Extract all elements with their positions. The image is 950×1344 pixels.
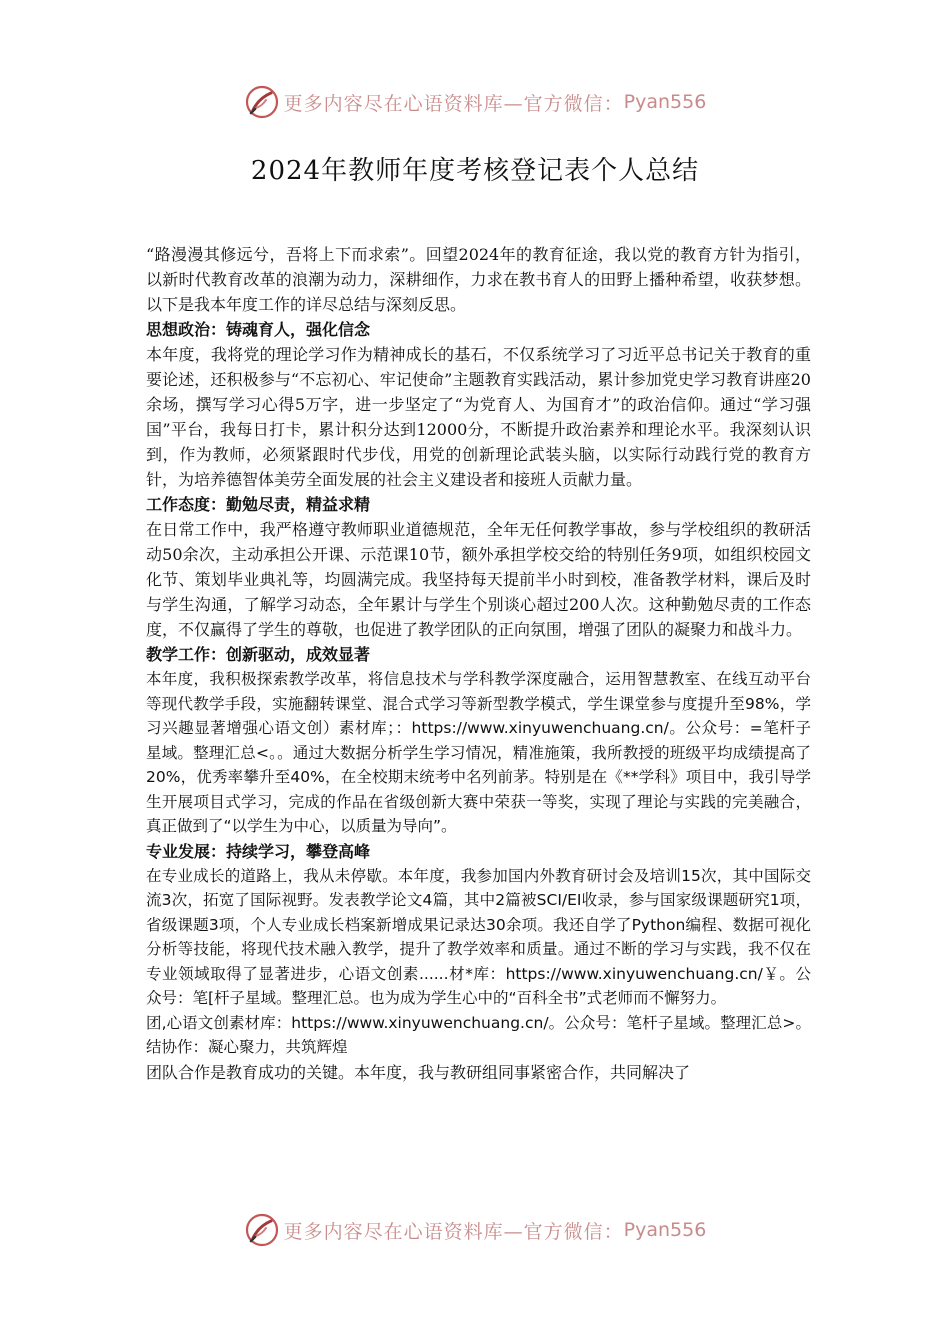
document-title: 2024年教师年度考核登记表个人总结: [250, 156, 700, 186]
watermark-text: 更多内容尽在心语资料库—官方微信：: [283, 92, 624, 115]
brush-logo-icon: [244, 84, 280, 120]
watermark-banner-bottom: [0, 1210, 950, 1250]
watermark-banner-top: [0, 82, 950, 122]
section-body-teaching: 本年度，我积极探索教学改革，将信息技术与学科教学深度融合，运用智慧教室、在线互动平台等现代教学手段，实施翻转课堂、混合式学习等新型教学模式，学生课堂参与度提升至98%，学习兴趣显著增强心语文创）素材库；：https://www.xinyuwenchuang.cn/。公众号：=笔杆子星域。整理汇总<。。通过大数据分析学生学习情况，精准施策，我所教授的班级平均成绩提高了20%，优秀率攀升至40%，在全校期末统考中名列前茅。特别是在《**学科》项目中，我引导学生开展项目式学习，完成的作品在省级创新大赛中荣获一等奖，实现了理论与实践的完美融合，真正做到了“以学生为中心，以质量为导向”。: [146, 670, 811, 835]
brush-logo-icon: [244, 1212, 280, 1248]
team-body-paragraph: 团队合作是教育成功的关键。本年度，我与教研组同事紧密合作，共同解决了: [146, 1062, 691, 1082]
section-heading-development: 专业发展：持续学习，攀登高峰: [146, 841, 371, 861]
document-body: [146, 242, 811, 1085]
watermark-wechat: Pyan556: [623, 91, 707, 113]
watermark-wechat: Pyan556: [623, 1219, 707, 1241]
watermark-text: 更多内容尽在心语资料库—官方微信：: [283, 1220, 624, 1243]
section-heading-attitude: 工作态度：勤勉尽责，精益求精: [146, 495, 371, 514]
section-body-development: 在专业成长的道路上，我从未停歇。本年度，我参加国内外教育研讨会及培训15次，其中国际交流3次，拓宽了国际视野。发表教学论文4篇，其中2篇被SCI/EI收录，参与国家级课题研究1项，省级课题3项，个人专业成长档案新增成果记录达30余项。我还自学了Python编程、数据可视化分析等技能，将现代技术融入教学，提升了教学效率和质量。通过不断的学习与实践，我不仅在专业领域取得了显著进步，心语文创素......材*库：https://www.xinyuwenchuang.cn/￥。公众号：笔[杆子星域。整理汇总。也为成为学生心中的“百科全书”式老师而不懈努力。: [146, 866, 811, 1007]
section-heading-teaching: 教学工作：创新驱动，成效显著: [146, 645, 371, 664]
section-heading-politics: 思想政治：铸魂育人，强化信念: [146, 320, 371, 339]
intro-paragraph: “路漫漫其修远兮，吾将上下而求索”。回望2024年的教育征途，我以党的教育方针为指引，以新时代教育改革的浪潮为动力，深耕细作，力求在教书育人的田野上播种希望，收获梦想。以下是我本年度工作的详尽总结与深刻反思。: [146, 245, 811, 314]
section-body-attitude: 在日常工作中，我严格遵守教师职业道德规范，全年无任何教学事故，参与学校组织的教研活动50余次，主动承担公开课、示范课10节，额外承担学校交给的特别任务9项，如组织校园文化节、策划毕业典礼等，均圆满完成。我坚持每天提前半小时到校，准备教学材料，课后及时与学生沟通，了解学习动态，全年累计与学生个别谈心超过200人次。这种勤勉尽责的工作态度，不仅赢得了学生的尊敬，也促进了教学团队的正向氛围，增强了团队的凝聚力和战斗力。: [146, 520, 811, 639]
team-heading-line: 团,心语文创素材库：https://www.xinyuwenchuang.cn/。公众号：笔杆子星域。整理汇总>。结协作：凝心聚力，共筑辉煌: [146, 1013, 811, 1056]
section-body-politics: 本年度，我将党的理论学习作为精神成长的基石，不仅系统学习了习近平总书记关于教育的重要论述，还积极参与“不忘初心、牢记使命”主题教育实践活动，累计参加党史学习教育讲座20余场，撰写学习心得5万字，进一步坚定了“为党育人、为国育才”的政治信仰。通过“学习强国”平台，我每日打卡，累计积分达到12000分，不断提升政治素养和理论水平。我深刻认识到，作为教师，必须紧跟时代步伐，用党的创新理论武装头脑，以实际行动践行党的教育方针，为培养德智体美劳全面发展的社会主义建设者和接班人贡献力量。: [146, 345, 811, 489]
